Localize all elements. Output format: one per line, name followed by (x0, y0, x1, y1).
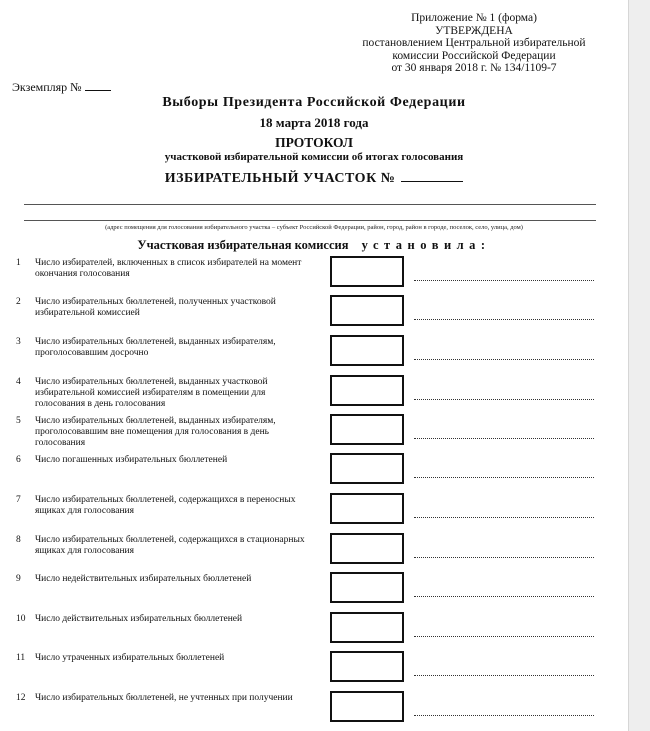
protocol-row (0, 533, 628, 567)
row-value-box[interactable] (330, 493, 404, 524)
row-label: Число избирательных бюллетеней, выданных избирателям, проголосовавшим вне помещения для голосования в день голосования (35, 416, 276, 448)
row-number: 9 (16, 574, 21, 584)
row-value-box[interactable] (330, 453, 404, 484)
commission-verb: установила: (361, 238, 491, 252)
row-words-line[interactable] (414, 715, 594, 716)
approval-block (318, 12, 630, 75)
protocol-row (0, 453, 628, 487)
row-words-line[interactable] (414, 675, 594, 676)
row-words-line[interactable] (414, 438, 594, 439)
commission-heading (0, 238, 628, 253)
row-label: Число утраченных избирательных бюллетеней (35, 653, 225, 663)
margin-divider (628, 0, 629, 731)
address-line-2[interactable] (24, 220, 596, 221)
row-words-line[interactable] (414, 319, 594, 320)
approval-date: от 30 января 2018 г. № 134/1109-7 (391, 62, 557, 74)
row-value-box[interactable] (330, 572, 404, 603)
row-words-line[interactable] (414, 280, 594, 281)
row-label: Число действительных избирательных бюллетеней (35, 614, 243, 624)
protocol-row (0, 493, 628, 527)
commission-label: Участковая избирательная комиссия (137, 238, 349, 252)
row-number: 5 (16, 416, 21, 426)
row-value-box[interactable] (330, 414, 404, 445)
row-words-line[interactable] (414, 517, 594, 518)
copy-number (12, 80, 111, 95)
protocol-row (0, 572, 628, 606)
row-label: Число погашенных избирательных бюллетеней (35, 455, 228, 465)
row-number: 12 (16, 693, 26, 703)
row-number: 7 (16, 495, 21, 505)
row-label: Число избирательных бюллетеней, выданных участковой избирательной комиссией избирателям в помещении для голосования в день голосования (35, 377, 268, 409)
row-number: 4 (16, 377, 21, 387)
row-value-box[interactable] (330, 256, 404, 287)
row-label: Число избирателей, включенных в список избирателей на момент окончания голосования (35, 258, 302, 279)
row-number: 11 (16, 653, 26, 663)
row-words-line[interactable] (414, 477, 594, 478)
appendix-label: Приложение № 1 (форма) (411, 12, 537, 24)
row-value-box[interactable] (330, 691, 404, 722)
row-number: 8 (16, 535, 21, 545)
protocol-row (0, 295, 628, 329)
row-words-line[interactable] (414, 399, 594, 400)
protocol-row (0, 691, 628, 725)
row-label: Число избирательных бюллетеней, содержащихся в переносных ящиках для голосования (35, 495, 296, 516)
protocol-title: ПРОТОКОЛ (275, 135, 353, 150)
row-value-box[interactable] (330, 533, 404, 564)
election-date: 18 марта 2018 года (259, 115, 369, 130)
viewer-margin (628, 0, 650, 731)
precinct-heading (0, 169, 628, 187)
row-value-box[interactable] (330, 651, 404, 682)
row-words-line[interactable] (414, 359, 594, 360)
row-number: 1 (16, 258, 21, 268)
row-number: 10 (16, 614, 26, 624)
approval-resolution: постановлением Центральной избирательной (362, 37, 586, 49)
election-title: Выборы Президента Российской Федерации (162, 95, 466, 110)
row-words-line[interactable] (414, 596, 594, 597)
row-value-box[interactable] (330, 295, 404, 326)
row-label: Число избирательных бюллетеней, содержащихся в стационарных ящиках для голосования (35, 535, 305, 556)
protocol-row (0, 651, 628, 685)
copy-number-blank[interactable] (85, 80, 111, 91)
protocol-row (0, 256, 628, 290)
protocol-row (0, 612, 628, 646)
row-number: 6 (16, 455, 21, 465)
approved-label: УТВЕРЖДЕНА (435, 24, 513, 37)
address-caption: (адрес помещения для голосования избирательного участка – субъект Российской Федерации, район, город, район в городе, поселок, село, улица, дом) (105, 224, 523, 231)
approval-commission: комиссии Российской Федерации (392, 49, 556, 62)
row-value-box[interactable] (330, 612, 404, 643)
copy-number-label: Экземпляр № (12, 80, 82, 94)
precinct-label: ИЗБИРАТЕЛЬНЫЙ УЧАСТОК № (164, 171, 396, 186)
row-label: Число недействительных избирательных бюллетеней (35, 574, 252, 584)
protocol-row (0, 414, 628, 448)
protocol-row (0, 375, 628, 409)
protocol-row (0, 335, 628, 369)
row-label: Число избирательных бюллетеней, выданных избирателям, проголосовавшим досрочно (35, 337, 276, 358)
address-line-1[interactable] (24, 204, 596, 205)
precinct-number-blank[interactable] (401, 169, 463, 182)
row-value-box[interactable] (330, 375, 404, 406)
row-label: Число избирательных бюллетеней, полученных участковой избирательной комиссией (35, 297, 276, 318)
row-label: Число избирательных бюллетеней, не учтенных при получении (35, 693, 293, 703)
row-words-line[interactable] (414, 557, 594, 558)
row-number: 3 (16, 337, 21, 347)
protocol-subtitle: участковой избирательной комиссии об итогах голосования (164, 151, 464, 163)
row-value-box[interactable] (330, 335, 404, 366)
row-words-line[interactable] (414, 636, 594, 637)
row-number: 2 (16, 297, 21, 307)
